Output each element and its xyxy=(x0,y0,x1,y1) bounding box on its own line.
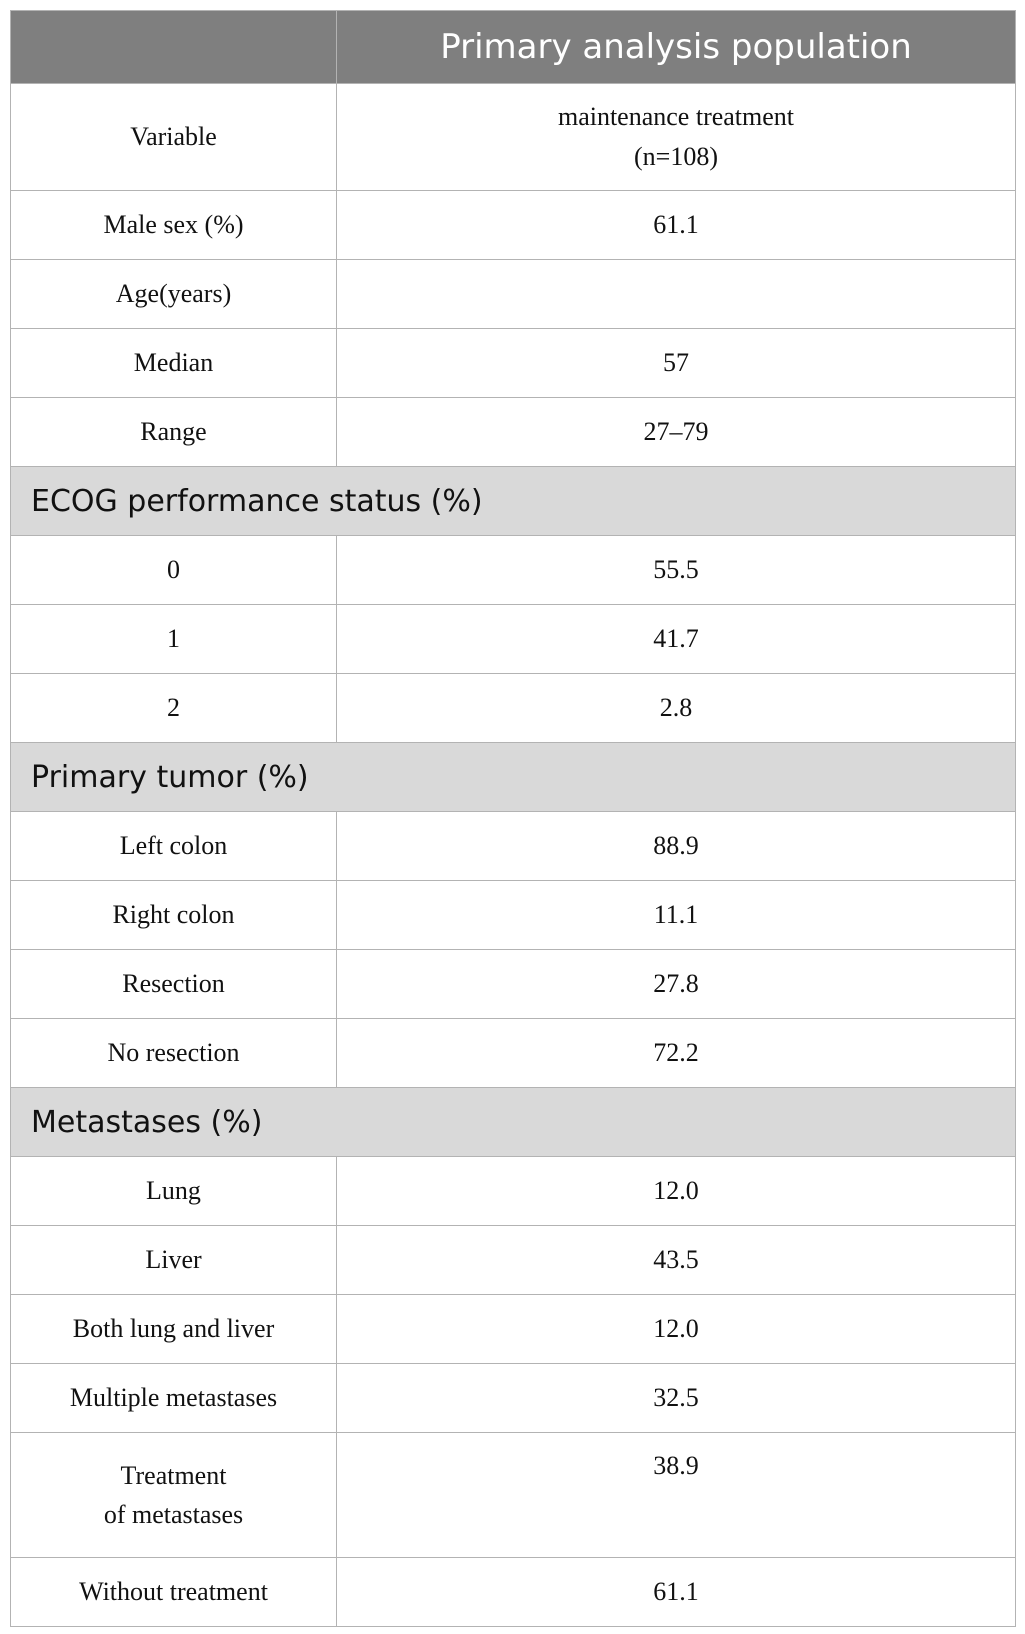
row-label-line1: Treatment xyxy=(120,1461,227,1490)
table-row xyxy=(11,536,1016,605)
row-value: 27–79 xyxy=(337,398,1016,467)
section-header-primary-tumor xyxy=(11,743,1016,812)
section-title: Metastases (%) xyxy=(11,1088,1016,1157)
row-value: 55.5 xyxy=(337,536,1016,605)
row-value: 12.0 xyxy=(337,1157,1016,1226)
table-row xyxy=(11,260,1016,329)
row-value: 43.5 xyxy=(337,1226,1016,1295)
row-label: Lung xyxy=(11,1157,337,1226)
row-label: Range xyxy=(11,398,337,467)
row-value: 61.1 xyxy=(337,191,1016,260)
section-header-ecog xyxy=(11,467,1016,536)
row-value: 61.1 xyxy=(337,1558,1016,1627)
row-label: Multiple metastases xyxy=(11,1364,337,1433)
row-label: No resection xyxy=(11,1019,337,1088)
row-value: 57 xyxy=(337,329,1016,398)
row-label: Liver xyxy=(11,1226,337,1295)
variable-column-label: Variable xyxy=(11,84,337,191)
row-value: 41.7 xyxy=(337,605,1016,674)
row-label: 0 xyxy=(11,536,337,605)
table-row xyxy=(11,1433,1016,1558)
table-row xyxy=(11,329,1016,398)
row-value: 38.9 xyxy=(337,1433,1016,1558)
table-row xyxy=(11,605,1016,674)
row-label: Without treatment xyxy=(11,1558,337,1627)
table-row xyxy=(11,1019,1016,1088)
header-blank-cell xyxy=(11,11,337,84)
table-row xyxy=(11,1157,1016,1226)
section-title: Primary tumor (%) xyxy=(11,743,1016,812)
row-label: Left colon xyxy=(11,812,337,881)
table-row xyxy=(11,191,1016,260)
baseline-characteristics-table-container xyxy=(10,10,1015,1627)
table-row xyxy=(11,1364,1016,1433)
table-row xyxy=(11,812,1016,881)
section-title: ECOG performance status (%) xyxy=(11,467,1016,536)
group-label-line2: (n=108) xyxy=(634,142,718,171)
table-row xyxy=(11,398,1016,467)
row-value: 88.9 xyxy=(337,812,1016,881)
group-column-label xyxy=(337,84,1016,191)
row-value: 12.0 xyxy=(337,1295,1016,1364)
row-value: 32.5 xyxy=(337,1364,1016,1433)
header-population-title: Primary analysis population xyxy=(337,11,1016,84)
group-label-line1: maintenance treatment xyxy=(557,102,795,131)
row-label: Resection xyxy=(11,950,337,1019)
row-value xyxy=(337,260,1016,329)
row-value: 2.8 xyxy=(337,674,1016,743)
column-label-row xyxy=(11,84,1016,191)
row-label-line2: of metastases xyxy=(103,1500,244,1529)
row-value: 27.8 xyxy=(337,950,1016,1019)
table-row xyxy=(11,1295,1016,1364)
row-label: Median xyxy=(11,329,337,398)
row-label: 1 xyxy=(11,605,337,674)
table-header-row xyxy=(11,11,1016,84)
table-row xyxy=(11,950,1016,1019)
section-header-metastases xyxy=(11,1088,1016,1157)
table-row xyxy=(11,674,1016,743)
table-row xyxy=(11,1226,1016,1295)
row-label: Right colon xyxy=(11,881,337,950)
row-value: 11.1 xyxy=(337,881,1016,950)
row-label: Both lung and liver xyxy=(11,1295,337,1364)
baseline-characteristics-table xyxy=(10,10,1016,1627)
row-value: 72.2 xyxy=(337,1019,1016,1088)
row-label: 2 xyxy=(11,674,337,743)
row-label xyxy=(11,1433,337,1558)
table-row xyxy=(11,1558,1016,1627)
row-label: Age(years) xyxy=(11,260,337,329)
row-label: Male sex (%) xyxy=(11,191,337,260)
table-row xyxy=(11,881,1016,950)
